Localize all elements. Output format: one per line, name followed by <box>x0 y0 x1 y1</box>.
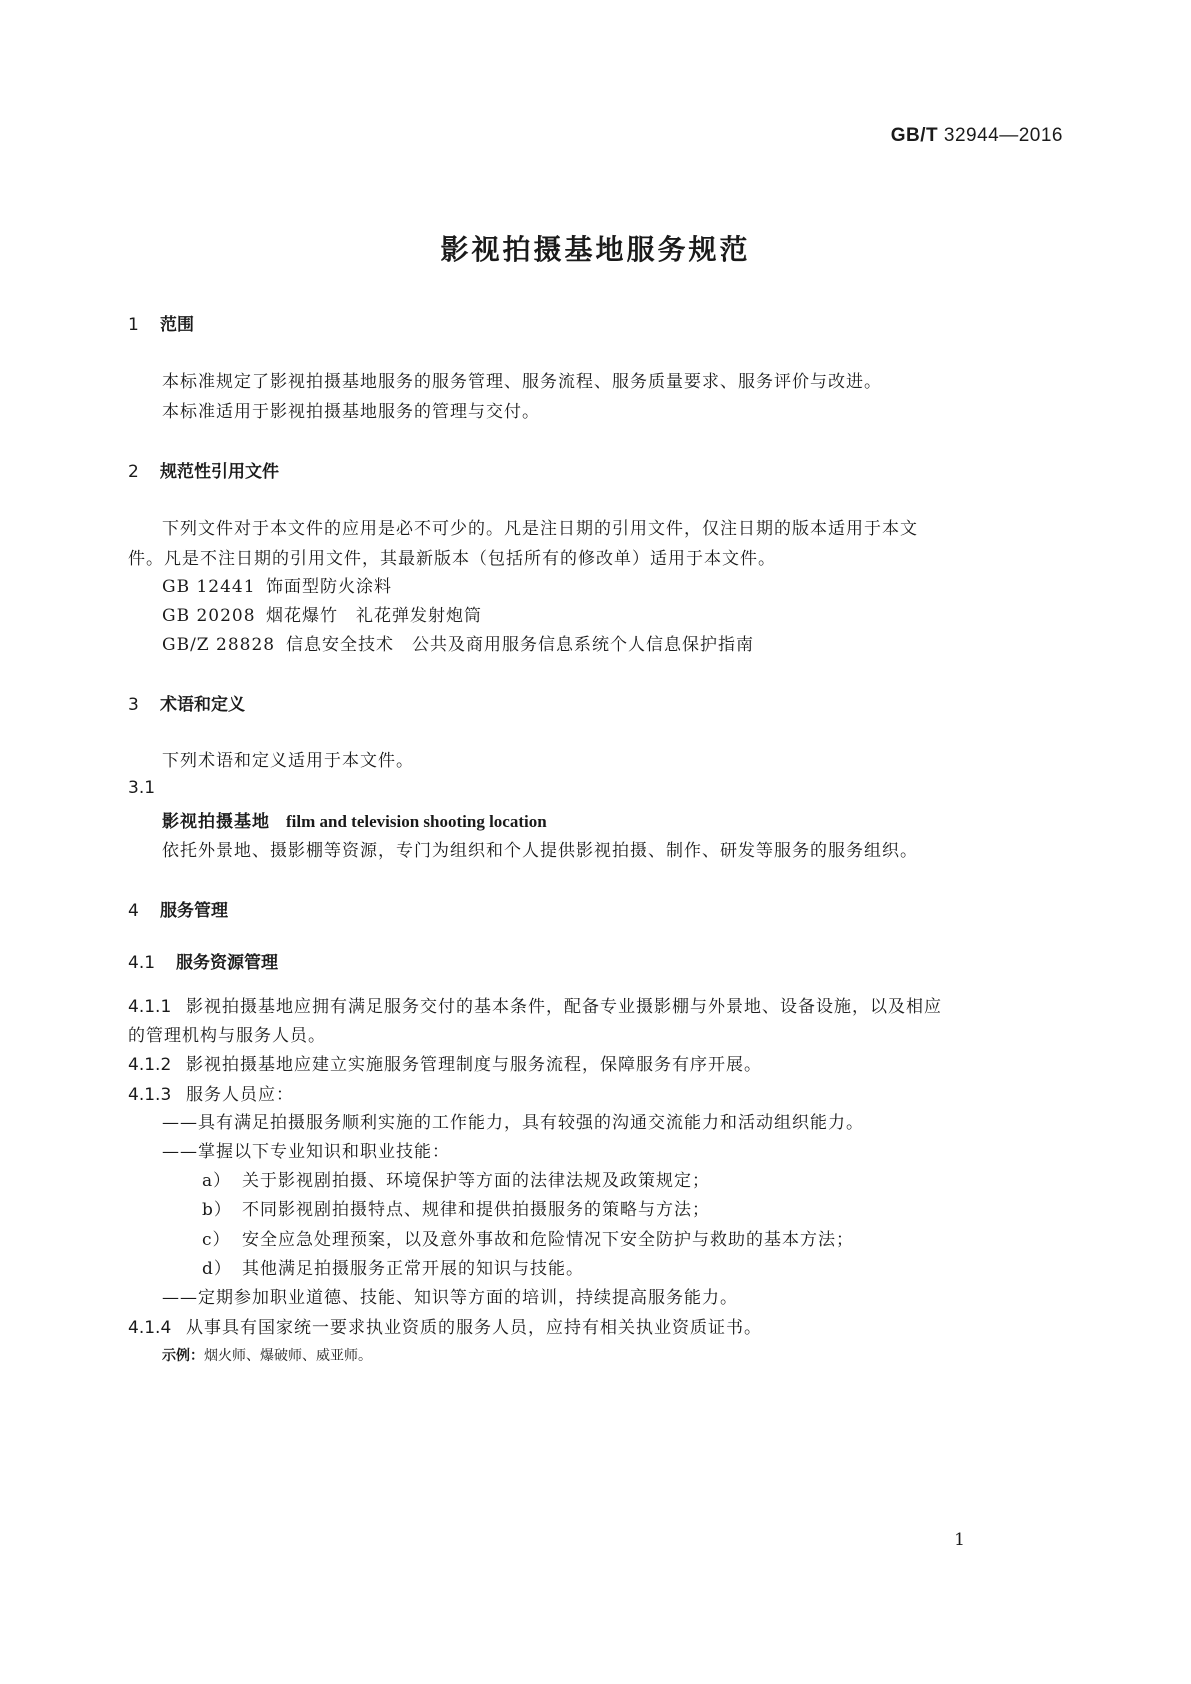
reference-item <box>162 572 392 597</box>
dash-item: ——掌握以下专业知识和职业技能： <box>162 1142 450 1162</box>
clause-text: 影视拍摄基地应拥有满足服务交付的基本条件，配备专业摄影棚与外景地、设备设施，以及相应 <box>186 997 942 1017</box>
standard-prefix: GB/T <box>890 125 939 146</box>
section-number: 2 <box>128 462 139 482</box>
clause-4-1-2 <box>128 1050 762 1075</box>
standard-number: 32944—2016 <box>943 125 1063 146</box>
list-text: 安全应急处理预案，以及意外事故和危险情况下安全防护与救助的基本方法； <box>242 1230 854 1250</box>
clause-number: 4.1.3 <box>128 1085 172 1105</box>
reference-code: GB/Z 28828 <box>162 635 276 655</box>
paragraph: 下列术语和定义适用于本文件。 <box>162 751 414 771</box>
standard-code <box>891 125 1063 147</box>
clause-text: 影视拍摄基地应建立实施服务管理制度与服务流程，保障服务有序开展。 <box>186 1055 762 1075</box>
list-text: 关于影视剧拍摄、环境保护等方面的法律法规及政策规定； <box>242 1171 710 1191</box>
example-text: 烟火师、爆破师、威亚师。 <box>204 1348 372 1364</box>
section-number: 4 <box>128 901 139 921</box>
reference-code: GB 20208 <box>162 606 256 626</box>
section-number: 3 <box>128 695 139 715</box>
subsection-number: 4.1 <box>128 953 156 973</box>
list-text: 其他满足拍摄服务正常开展的知识与技能。 <box>242 1259 584 1279</box>
list-item <box>202 1195 710 1220</box>
paragraph: 下列文件对于本文件的应用是必不可少的。凡是注日期的引用文件，仅注日期的版本适用于本文 <box>162 519 918 539</box>
term-chinese: 影视拍摄基地 <box>162 812 270 832</box>
section-3-heading <box>128 690 245 715</box>
list-marker: a） <box>202 1171 232 1191</box>
example-label: 示例： <box>162 1348 204 1364</box>
section-title: 服务管理 <box>160 901 228 921</box>
list-marker: c） <box>202 1230 231 1250</box>
term-definition: 依托外景地、摄影棚等资源，专门为组织和个人提供影视拍摄、制作、研发等服务的服务组织。 <box>162 841 918 861</box>
subsection-4-1-heading <box>128 948 278 973</box>
document-title: 影视拍摄基地服务规范 <box>440 233 751 266</box>
reference-name: 饰面型防火涂料 <box>266 577 392 597</box>
list-marker: d） <box>202 1259 232 1279</box>
clause-number: 4.1.2 <box>128 1055 172 1075</box>
term-number: 3.1 <box>128 778 156 798</box>
section-number: 1 <box>128 315 139 335</box>
clause-text: 服务人员应： <box>186 1085 294 1105</box>
list-item <box>202 1166 710 1191</box>
reference-name: 烟花爆竹 礼花弹发射炮筒 <box>266 606 482 626</box>
reference-code: GB 12441 <box>162 577 256 597</box>
list-item <box>202 1254 584 1279</box>
example-note <box>162 1345 372 1365</box>
dash-item: ——具有满足拍摄服务顺利实施的工作能力，具有较强的沟通交流能力和活动组织能力。 <box>162 1113 864 1133</box>
paragraph: 件。凡是不注日期的引用文件，其最新版本（包括所有的修改单）适用于本文件。 <box>128 549 776 569</box>
clause-number: 4.1.4 <box>128 1318 172 1338</box>
clause-number: 4.1.1 <box>128 997 172 1017</box>
clause-text: 从事具有国家统一要求执业资质的服务人员，应持有相关执业资质证书。 <box>186 1318 762 1338</box>
paragraph: 本标准适用于影视拍摄基地服务的管理与交付。 <box>162 402 540 422</box>
subsection-title: 服务资源管理 <box>176 953 278 973</box>
list-marker: b） <box>202 1200 232 1220</box>
section-2-heading <box>128 457 279 482</box>
reference-item <box>162 630 754 655</box>
paragraph: 本标准规定了影视拍摄基地服务的服务管理、服务流程、服务质量要求、服务评价与改进。 <box>162 372 882 392</box>
reference-name: 信息安全技术 公共及商用服务信息系统个人信息保护指南 <box>286 635 754 655</box>
term-english: film and television shooting location <box>286 812 547 831</box>
term-entry <box>162 807 547 832</box>
reference-item <box>162 601 482 626</box>
paragraph: 的管理机构与服务人员。 <box>128 1026 326 1046</box>
section-title: 规范性引用文件 <box>160 462 279 482</box>
section-4-heading <box>128 896 228 921</box>
clause-4-1-3 <box>128 1080 294 1105</box>
dash-item: ——定期参加职业道德、技能、知识等方面的培训，持续提高服务能力。 <box>162 1288 738 1308</box>
section-title: 术语和定义 <box>160 695 245 715</box>
section-1-heading <box>128 310 194 335</box>
clause-4-1-1 <box>128 992 942 1017</box>
clause-4-1-4 <box>128 1313 762 1338</box>
page-number: 1 <box>954 1530 965 1550</box>
list-item <box>202 1225 854 1250</box>
section-title: 范围 <box>160 315 194 335</box>
list-text: 不同影视剧拍摄特点、规律和提供拍摄服务的策略与方法； <box>242 1200 710 1220</box>
